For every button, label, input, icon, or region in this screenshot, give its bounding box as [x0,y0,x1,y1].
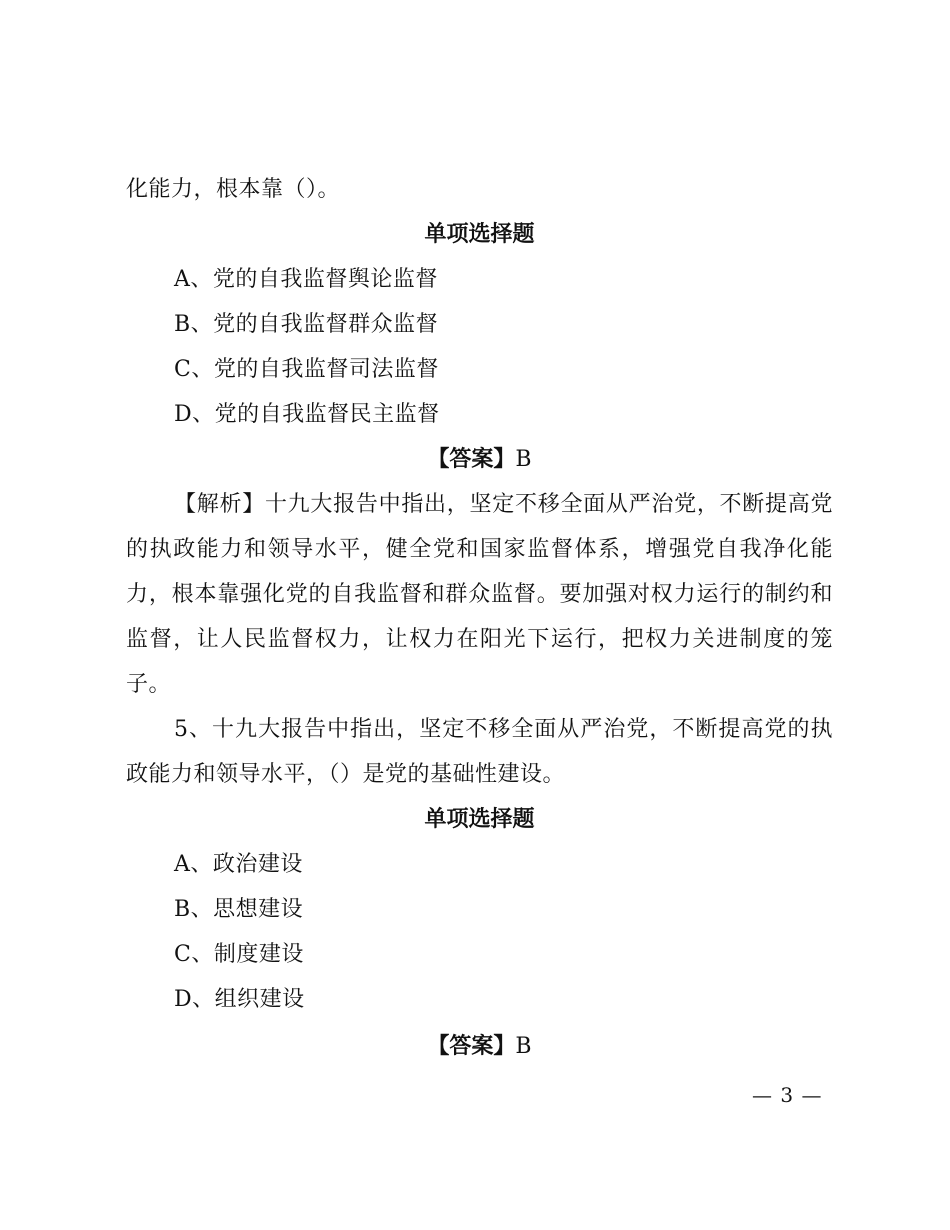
question-4-answer-value: B [515,447,532,472]
question-5-answer [126,1024,833,1069]
question-5-type-label: 单项选择题 [424,806,535,832]
question-4-analysis-text: 十九大报告中指出，坚定不移全面从严治党，不断提高党的执政能力和领导水平，健全党和国家监督体系，增强党自我净化能力，根本靠强化党的自我监督和群众监督。要加强对权力运行的制约和监督，让人民监督权力，让权力在阳光下运行，把权力关进制度的笼子。 [126,492,833,697]
page-number: — 3 — [752,1083,823,1107]
question-5-option-c: C、制度建设 [174,942,304,967]
question-5-option-a: A、政治建设 [174,852,303,877]
question-4-option-a: A、党的自我监督舆论监督 [174,267,438,292]
question-5-option-b: B、思想建设 [174,897,304,922]
question-4-answer [126,437,833,482]
question-4-stem-tail: 化能力，根本靠（）。 [126,177,341,202]
question-5-stem: 5、十九大报告中指出，坚定不移全面从严治党，不断提高党的执政能力和领导水平，（）是党的基础性建设。 [126,717,833,787]
question-4-option-b: B、党的自我监督群众监督 [174,312,439,337]
document-page [126,167,833,1069]
question-4-type-label: 单项选择题 [424,221,535,247]
question-5-answer-value: B [515,1034,532,1059]
question-4-option-c: C、党的自我监督司法监督 [174,357,439,382]
question-4-answer-label: 【答案】 [427,446,516,472]
question-4-analysis [126,482,833,707]
question-4-option-d: D、党的自我监督民主监督 [174,402,440,427]
question-5-answer-label: 【答案】 [427,1033,516,1059]
question-5-option-d: D、组织建设 [174,987,305,1012]
question-4-analysis-label: 【解析】 [174,492,265,517]
